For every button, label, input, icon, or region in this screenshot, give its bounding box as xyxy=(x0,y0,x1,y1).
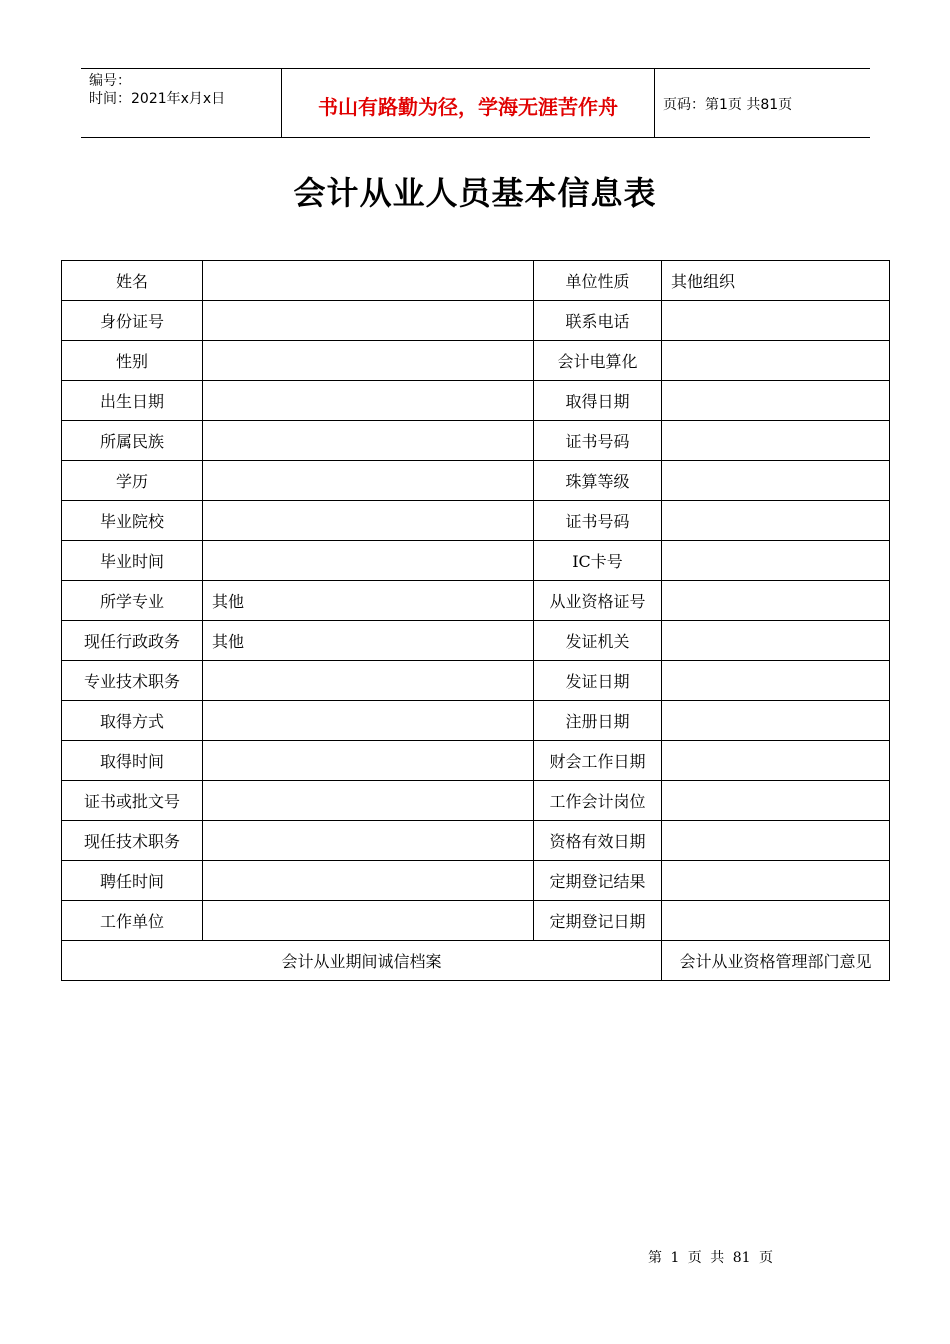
field-value[interactable]: 其他组织 xyxy=(662,261,890,301)
field-label: 性别 xyxy=(62,341,203,381)
field-value[interactable] xyxy=(203,821,534,861)
field-label: 现任行政政务 xyxy=(62,621,203,661)
field-label: IC卡号 xyxy=(534,541,662,581)
field-label: 证书号码 xyxy=(534,501,662,541)
field-value[interactable] xyxy=(203,461,534,501)
field-label: 证书或批文号 xyxy=(62,781,203,821)
field-value[interactable] xyxy=(662,501,890,541)
field-label: 会计电算化 xyxy=(534,341,662,381)
field-value[interactable] xyxy=(203,501,534,541)
field-value[interactable] xyxy=(662,541,890,581)
field-label: 证书号码 xyxy=(534,421,662,461)
field-value[interactable] xyxy=(203,661,534,701)
info-table-body xyxy=(62,261,890,941)
field-label: 珠算等级 xyxy=(534,461,662,501)
header-meta xyxy=(89,72,225,108)
table-row xyxy=(62,741,890,781)
table-row xyxy=(62,781,890,821)
field-value[interactable] xyxy=(662,581,890,621)
field-label: 聘任时间 xyxy=(62,861,203,901)
field-value[interactable] xyxy=(203,261,534,301)
field-value[interactable] xyxy=(662,341,890,381)
field-value[interactable] xyxy=(203,541,534,581)
field-value[interactable] xyxy=(662,301,890,341)
management-opinion-cell: 会计从业资格管理部门意见 xyxy=(662,941,890,981)
field-label: 现任技术职务 xyxy=(62,821,203,861)
header-motto: 书山有路勤为径，学海无涯苦作舟 xyxy=(318,95,618,119)
document-date-label: 时间：2021年x月x日 xyxy=(89,91,226,107)
field-label: 学历 xyxy=(62,461,203,501)
header-divider xyxy=(654,69,655,137)
field-value[interactable] xyxy=(662,701,890,741)
table-row xyxy=(62,661,890,701)
field-value[interactable] xyxy=(203,301,534,341)
field-value[interactable]: 其他 xyxy=(203,581,534,621)
field-value[interactable] xyxy=(203,901,534,941)
field-label: 定期登记结果 xyxy=(534,861,662,901)
field-value[interactable] xyxy=(203,781,534,821)
table-row xyxy=(62,541,890,581)
table-row xyxy=(62,461,890,501)
field-label: 联系电话 xyxy=(534,301,662,341)
table-row xyxy=(62,421,890,461)
table-row xyxy=(62,861,890,901)
field-label: 工作单位 xyxy=(62,901,203,941)
field-value[interactable] xyxy=(203,701,534,741)
header-page-number: 页码：第1页 共81页 xyxy=(663,97,793,113)
field-label: 定期登记日期 xyxy=(534,901,662,941)
field-value[interactable] xyxy=(662,861,890,901)
field-label: 财会工作日期 xyxy=(534,741,662,781)
field-label: 毕业时间 xyxy=(62,541,203,581)
field-value[interactable] xyxy=(662,781,890,821)
field-value[interactable] xyxy=(662,661,890,701)
table-row xyxy=(62,501,890,541)
field-label: 工作会计岗位 xyxy=(534,781,662,821)
field-value[interactable] xyxy=(203,741,534,781)
page-title: 会计从业人员基本信息表 xyxy=(293,174,657,212)
field-label: 资格有效日期 xyxy=(534,821,662,861)
field-label: 所学专业 xyxy=(62,581,203,621)
field-value[interactable] xyxy=(203,861,534,901)
table-row xyxy=(62,381,890,421)
field-label: 身份证号 xyxy=(62,301,203,341)
field-label: 取得日期 xyxy=(534,381,662,421)
field-value[interactable] xyxy=(203,421,534,461)
field-label: 取得方式 xyxy=(62,701,203,741)
field-label: 从业资格证号 xyxy=(534,581,662,621)
info-table xyxy=(61,260,890,981)
field-value[interactable] xyxy=(662,381,890,421)
field-label: 注册日期 xyxy=(534,701,662,741)
page-footer: 第 1 页 共 81 页 xyxy=(648,1250,773,1266)
field-value[interactable]: 其他 xyxy=(203,621,534,661)
field-value[interactable] xyxy=(203,381,534,421)
field-label: 单位性质 xyxy=(534,261,662,301)
field-label: 出生日期 xyxy=(62,381,203,421)
table-row xyxy=(62,261,890,301)
field-label: 发证机关 xyxy=(534,621,662,661)
field-label: 专业技术职务 xyxy=(62,661,203,701)
field-label: 所属民族 xyxy=(62,421,203,461)
table-row xyxy=(62,581,890,621)
table-row-bottom xyxy=(62,941,890,981)
field-value[interactable] xyxy=(203,341,534,381)
field-value[interactable] xyxy=(662,621,890,661)
table-row xyxy=(62,301,890,341)
field-value[interactable] xyxy=(662,741,890,781)
field-value[interactable] xyxy=(662,901,890,941)
field-label: 姓名 xyxy=(62,261,203,301)
page-header xyxy=(81,68,870,138)
field-value[interactable] xyxy=(662,421,890,461)
table-row xyxy=(62,621,890,661)
field-label: 取得时间 xyxy=(62,741,203,781)
table-row xyxy=(62,901,890,941)
field-value[interactable] xyxy=(662,821,890,861)
table-row xyxy=(62,821,890,861)
table-row xyxy=(62,701,890,741)
field-label: 发证日期 xyxy=(534,661,662,701)
integrity-record-cell: 会计从业期间诚信档案 xyxy=(62,941,662,981)
field-label: 毕业院校 xyxy=(62,501,203,541)
field-value[interactable] xyxy=(662,461,890,501)
table-row xyxy=(62,341,890,381)
document-number-label: 编号： xyxy=(89,73,131,89)
